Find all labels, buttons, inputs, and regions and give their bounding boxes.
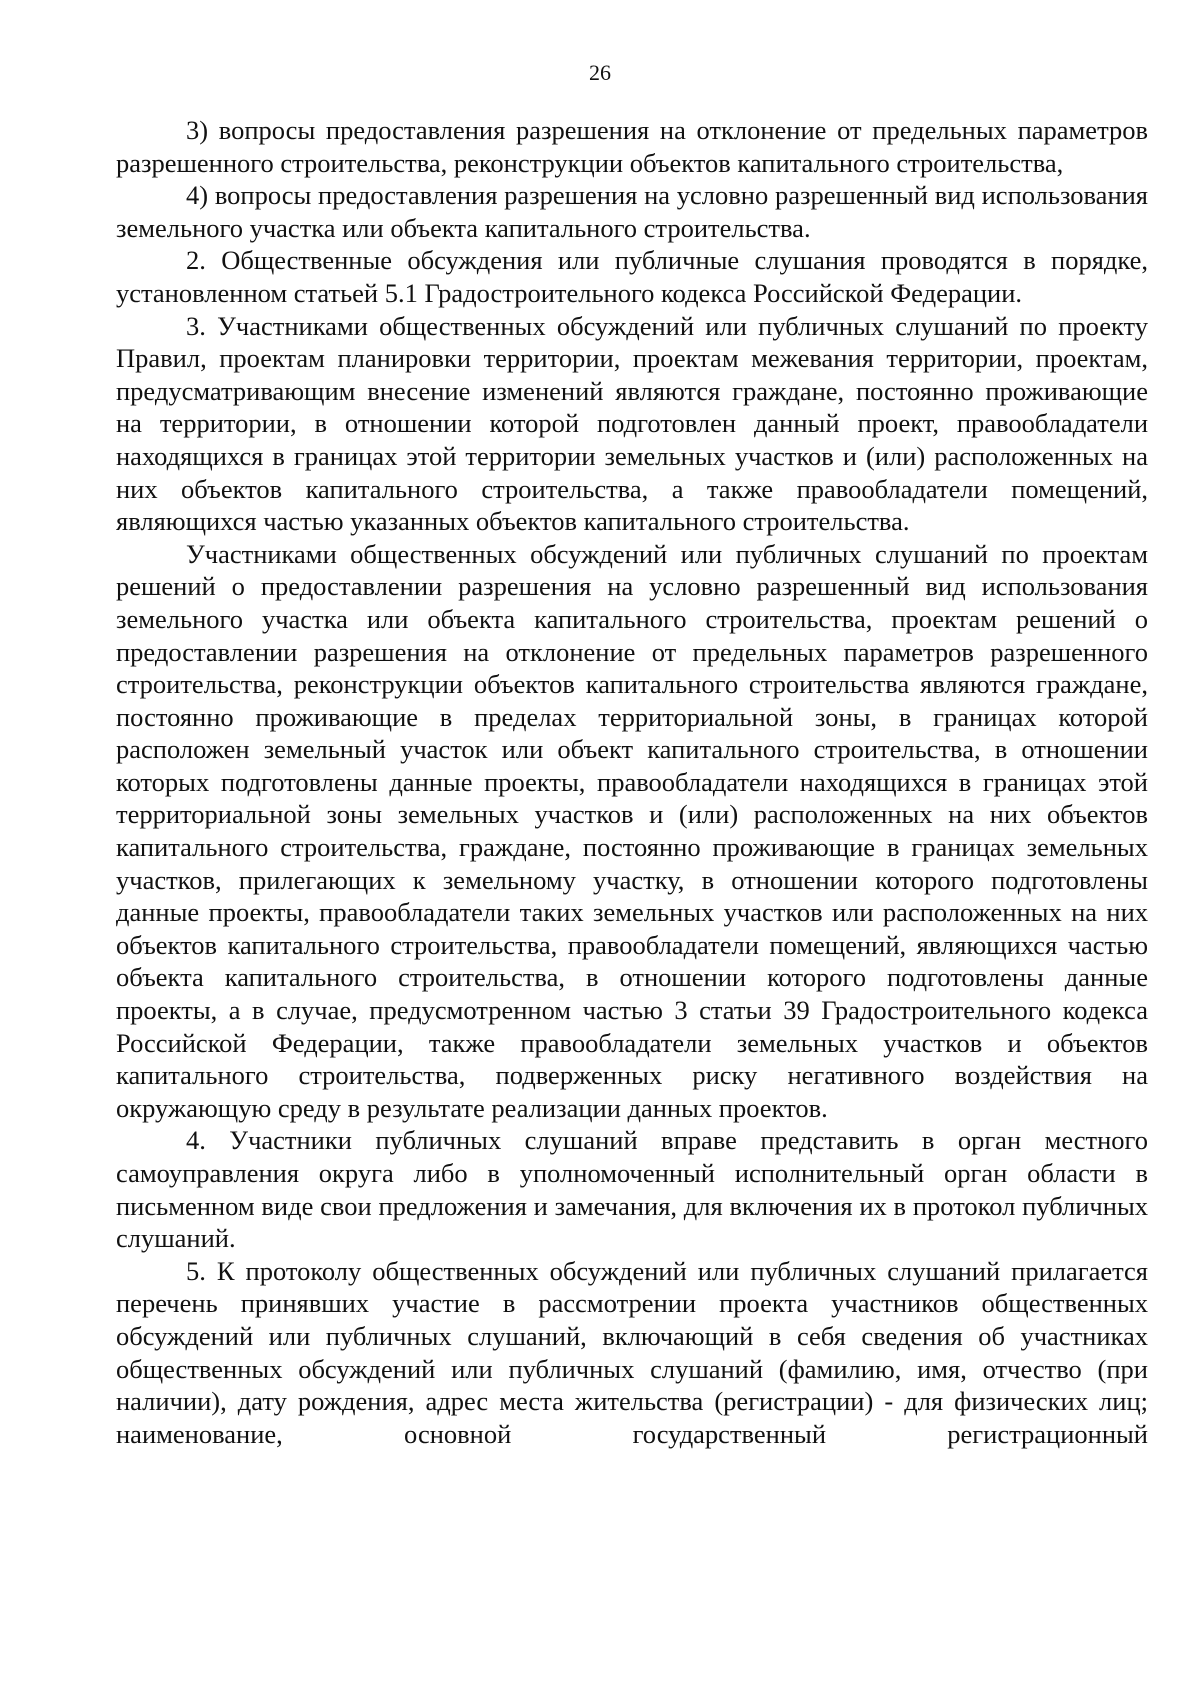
paragraph-participants-permits: Участниками общественных обсуждений или публичных слушаний по проектам решений о предоставлении разрешения на условно разрешенный вид использования земельного участка или объекта капитального строительства, проектам решений о предоставлении разрешения на отклонение от предельных параметров разрешенного строительства, реконструкции объектов капитального строительства являются граждане, постоянно проживающие в пределах территориальной зоны, в границах которой расположен земельный участок или объект капитального строительства, в отношении которых подготовлены данные проекты, правообладатели находящихся в границах этой территориальной зоны земельных участков и (или) расположенных на них объектов капитального строительства, граждане, постоянно проживающие в границах земельных участков, прилегающих к земельному участку, в отношении которого подготовлены данные проекты, правообладатели таких земельных участков или расположенных на них объектов капитального строительства, правообладатели помещений, являющихся частью объекта капитального строительства, в отношении которого подготовлены данные проекты, а в случае, предусмотренном частью 3 статьи 39 Градостроительного кодекса Российской Федерации, также правообладатели земельных участков и объектов капитального строительства, подверженных риску негативного воздействия на окружающую среду в результате реализации данных проектов. [116, 538, 1148, 1123]
paragraph-item-3-deviation: 3) вопросы предоставления разрешения на отклонение от предельных параметров разрешенного строительства, реконструкции объектов капитального строительства, [116, 115, 1148, 178]
document-body [116, 114, 1148, 1450]
paragraph-4-proposals: 4. Участники публичных слушаний вправе представить в орган местного самоуправления округа либо в уполномоченный исполнительный орган области в письменном виде свои предложения и замечания, для включения их в протокол публичных слушаний. [116, 1125, 1148, 1254]
paragraph-item-4-conditional-use: 4) вопросы предоставления разрешения на условно разрешенный вид использования земельного участка или объекта капитального строительства. [116, 180, 1148, 243]
paragraph-2-procedure: 2. Общественные обсуждения или публичные слушания проводятся в порядке, установленном статьей 5.1 Градостроительного кодекса Российской Федерации. [116, 245, 1148, 308]
page-number: 26 [589, 60, 611, 85]
paragraph-5-protocol: 5. К протоколу общественных обсуждений или публичных слушаний прилагается перечень принявших участие в рассмотрении проекта участников общественных обсуждений или публичных слушаний, включающий в себя сведения об участниках общественных обсуждений или публичных слушаний (фамилию, имя, отчество (при наличии), дату рождения, адрес места жительства (регистрации) - для физических лиц; наименование, основной государственный регистрационный [116, 1255, 1148, 1449]
paragraph-3-participants-rules: 3. Участниками общественных обсуждений или публичных слушаний по проекту Правил, проектам планировки территории, проектам межевания территории, проектам, предусматривающим внесение изменений являются граждане, постоянно проживающие на территории, в отношении которой подготовлен данный проект, правообладатели находящихся в границах этой территории земельных участков и (или) расположенных на них объектов капитального строительства, а также правообладатели помещений, являющихся частью указанных объектов капитального строительства. [116, 310, 1148, 537]
